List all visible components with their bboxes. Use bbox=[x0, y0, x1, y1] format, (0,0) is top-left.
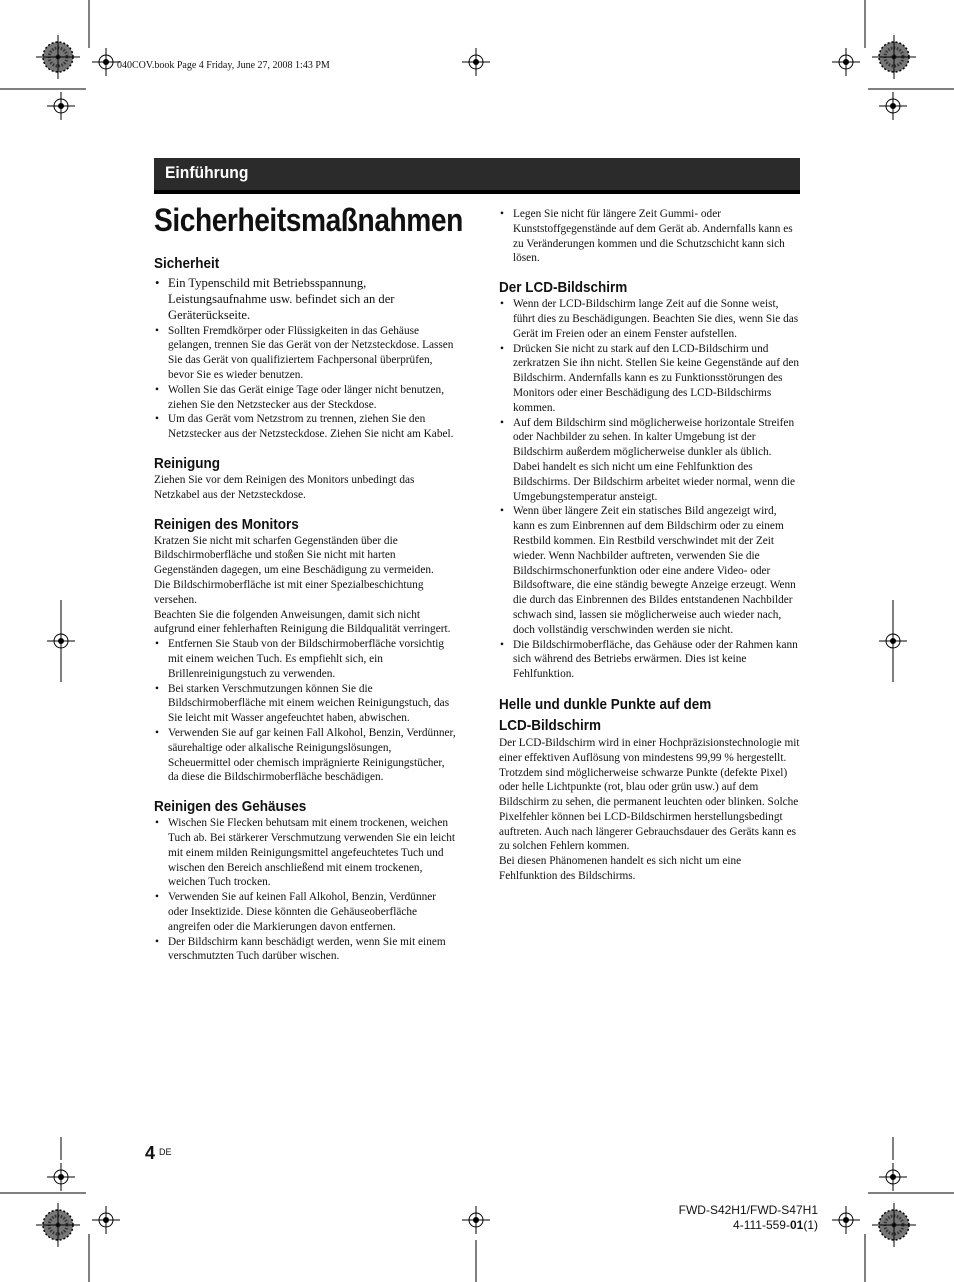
list-item: • Der Bildschirm kann beschädigt werden, wenn Sie mit einem verschmutzten Tuch darüber wischen. bbox=[154, 935, 456, 965]
gehaeuse-list bbox=[154, 816, 456, 964]
heading-sicherheit: Sicherheit bbox=[154, 255, 220, 272]
model-name: FWD-S42H1/FWD-S47H1 bbox=[678, 1203, 818, 1217]
monitor-paragraph: Kratzen Sie nicht mit scharfen Gegenständen über die Bildschirmoberfläche und stoßen Sie nicht mit harten Gegenständen dagegen, um eine Beschädigung zu vermeiden. bbox=[154, 534, 434, 577]
heading-reinigen-monitor: Reinigen des Monitors bbox=[154, 515, 299, 533]
section-title: Einführung bbox=[165, 163, 249, 182]
lcd-list bbox=[499, 297, 801, 682]
list-item: • Drücken Sie nicht zu stark auf den LCD-Bildschirm und zerkratzen Sie ihn nicht. Stellen Sie keine Gegenstände auf den Bildschirm. Andernfalls kann es zu Funktionsstörungen des Monitors oder einer Beschädigung des LCD-Bildschirms kommen. bbox=[499, 342, 801, 416]
heading-reinigen-gehaeuse: Reinigen des Gehäuses bbox=[154, 798, 307, 816]
list-item: • Um das Gerät vom Netzstrom zu trennen, ziehen Sie den Netzstecker aus der Netzsteckdose. Ziehen Sie nicht am Kabel. bbox=[154, 412, 456, 442]
punkte-paragraph: Bei diesen Phänomenen handelt es sich nicht um eine Fehlfunktion des Bildschirms. bbox=[499, 855, 742, 883]
heading-punkte-line2: LCD-Bildschirm bbox=[499, 716, 602, 734]
punkte-paragraph: Der LCD-Bildschirm wird in einer Hochpräzisionstechnologie mit einer effektiven Auflösung von mindestens 99,99 % hergestellt. Trotzdem sind möglicherweise schwarze Punkte (defekte Pixel) oder helle Lichtpunkte (rot, blau oder grün usw.) auf dem Bildschirm zu sehen, die permanent leuchten oder blinken. Solche Pixelfehler können bei LCD-Bildschirmen herstellungsbedingt auftreten. Auch nach längerer Gebrauchsdauer des Geräts kann es zu solchen Fehlern kommen. bbox=[499, 736, 800, 853]
list-item: • Wollen Sie das Gerät einige Tage oder länger nicht benutzen, ziehen Sie den Netzstecker aus der Steckdose. bbox=[154, 383, 456, 413]
list-item: • Wenn der LCD-Bildschirm lange Zeit auf die Sonne weist, führt dies zu Beschädigungen. Beachten Sie dies, wenn Sie das Gerät im Freien oder an einem Fenster aufstellen. bbox=[499, 297, 801, 341]
right-column bbox=[499, 207, 801, 884]
list-item: • Ein Typenschild mit Betriebsspannung, Leistungsaufnahme usw. befindet sich an der Geräterückseite. bbox=[154, 275, 456, 324]
code-prefix: 4-111-559- bbox=[733, 1218, 790, 1232]
list-item: • Wischen Sie Flecken behutsam mit einem trockenen, weichen Tuch ab. Bei stärkerer Verschmutzung verwenden Sie ein leicht mit einem milden Reinigungsmittel angefeuchtetes Tuch und wischen den Bereich anschließend mit einem trockenen, weichen Tuch trocken. bbox=[154, 816, 456, 890]
heading-reinigung: Reinigung bbox=[154, 454, 220, 472]
page-title: Sicherheitsmaßnahmen bbox=[154, 202, 463, 238]
list-item: • Auf dem Bildschirm sind möglicherweise horizontale Streifen oder Nachbilder zu sehen. In kalter Umgebung ist der Bildschirm außerdem möglicherweise dunkler als üblich. Dabei handelt es sich nicht um eine Fehlfunktion des Bildschirms. Der Bildschirm arbeitet wieder normal, wenn die Umgebungstemperatur ansteigt. bbox=[499, 416, 801, 505]
list-item: • Die Bildschirmoberfläche, das Gehäuse oder der Rahmen kann sich während des Betriebs erwärmen. Dies ist keine Fehlfunktion. bbox=[499, 638, 801, 682]
list-item: • Wenn über längere Zeit ein statisches Bild angezeigt wird, kann es zum Einbrennen auf dem Bildschirm oder zu einem Restbild kommen. Ein Restbild verschwindet mit der Zeit wieder. Wenn Nachbilder auftreten, verwenden Sie die Bildschirmschonerfunktion oder eine andere Video- oder Bildsoftware, die eine ständig bewegte Anzeige erzeugt. Wenn die durch das Einbrennen des Bildes entstandenen Nachbilder schwach sind, lassen sie möglicherweise auch wieder nach, doch vollständig verschwinden werden sie nicht. bbox=[499, 504, 801, 637]
section-header bbox=[154, 158, 800, 194]
document-code bbox=[679, 1218, 818, 1233]
list-item: • Legen Sie nicht für längere Zeit Gummi- oder Kunststoffgegenstände auf dem Gerät ab. Andernfalls kann es zu Veränderungen kommen und die Schutzschicht kann sich lösen. bbox=[499, 207, 801, 266]
left-column bbox=[154, 254, 456, 964]
code-bold: 01 bbox=[789, 1218, 804, 1232]
heading-lcd: Der LCD-Bildschirm bbox=[499, 279, 628, 297]
monitor-paragraph: Die Bildschirmoberfläche ist mit einer Spezialbeschichtung versehen. bbox=[154, 578, 424, 606]
heading-punkte-line1: Helle und dunkle Punkte auf dem bbox=[499, 695, 712, 713]
book-info: 040COV.book Page 4 Friday, June 27, 2008 1:43 PM bbox=[117, 60, 330, 71]
list-item: • Verwenden Sie auf keinen Fall Alkohol, Benzin, Verdünner oder Insektizide. Diese könnten die Gehäuseoberfläche angreifen oder die Markierungen davon entfernen. bbox=[154, 890, 456, 934]
top-list bbox=[499, 207, 801, 266]
reinigung-text: Ziehen Sie vor dem Reinigen des Monitors unbedingt das Netzkabel aus der Netzsteckdose. bbox=[154, 473, 415, 501]
list-item: • Entfernen Sie Staub von der Bildschirmoberfläche vorsichtig mit einem weichen Tuch. Es empfiehlt sich, ein Brillenreinigungstuch zu verwenden. bbox=[154, 637, 456, 681]
list-item: • Sollten Fremdkörper oder Flüssigkeiten in das Gehäuse gelangen, trennen Sie das Gerät von der Netzsteckdose. Lassen Sie das Gerät von qualifiziertem Fachpersonal überprüfen, bevor Sie es wieder benutzen. bbox=[154, 324, 456, 383]
list-item: • Verwenden Sie auf gar keinen Fall Alkohol, Benzin, Verdünner, säurehaltige oder alkalische Reinigungslösungen, Scheuermittel oder chemisch imprägnierte Reinigungstücher, da diese die Bildschirmoberfläche beschädigen. bbox=[154, 726, 456, 785]
list-item: • Bei starken Verschmutzungen können Sie die Bildschirmoberfläche mit einem weichen Reinigungstuch, das Sie leicht mit Wasser angefeuchtet haben, abwischen. bbox=[154, 682, 456, 726]
monitor-paragraph: Beachten Sie die folgenden Anweisungen, damit sich nicht aufgrund einer fehlerhaften Reinigung die Bildqualität verringert. bbox=[154, 608, 451, 636]
monitor-list bbox=[154, 637, 456, 785]
page-language: DE bbox=[159, 1147, 172, 1157]
page-number: 4 bbox=[145, 1143, 156, 1163]
model-info bbox=[679, 1203, 818, 1233]
sicherheit-list bbox=[154, 275, 456, 442]
code-suffix: (1) bbox=[803, 1218, 818, 1232]
